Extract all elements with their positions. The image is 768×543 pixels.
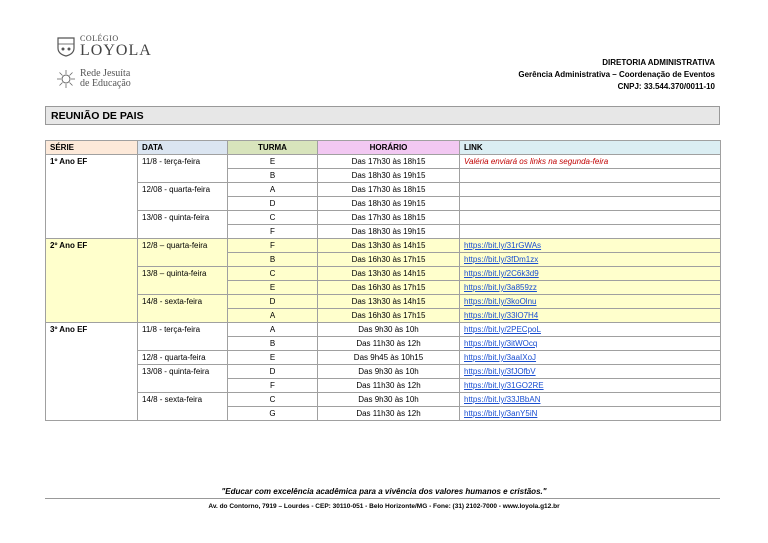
cell-turma: E [228,281,318,295]
cell-link [460,309,721,323]
cell-horario: Das 17h30 às 18h15 [318,211,460,225]
meeting-link[interactable]: https://bit.ly/31rGWAs [464,241,542,250]
cell-turma: A [228,323,318,337]
shield-icon [57,37,75,57]
cell-turma: F [228,239,318,253]
meeting-schedule-table [45,140,721,421]
cell-date: 11/8 - terça-feira [138,323,228,351]
cell-horario: Das 9h30 às 10h [318,393,460,407]
cell-serie: 3º Ano EF [46,323,138,421]
document-title: REUNIÃO DE PAIS [45,106,720,125]
cell-date: 12/08 - quarta-feira [138,183,228,211]
cell-link [460,351,721,365]
table-row [46,393,721,407]
table-row [46,239,721,253]
meeting-link[interactable]: https://bit.ly/3aaIXoJ [464,353,537,362]
cell-turma: G [228,407,318,421]
cell-horario: Das 16h30 às 17h15 [318,309,460,323]
table-row [46,351,721,365]
cell-turma: D [228,197,318,211]
cell-turma: C [228,393,318,407]
table-row [46,323,721,337]
cell-turma: B [228,337,318,351]
rede-jesuita-sun-icon [57,70,75,88]
header-link: LINK [460,141,721,155]
cell-link [460,211,721,225]
link-note: Valéria enviará os links na segunda-feira [464,157,609,166]
header-serie: SÉRIE [46,141,138,155]
cell-turma: B [228,253,318,267]
meeting-link[interactable]: https://bit.ly/2C6k3d9 [464,269,539,278]
table-row [46,267,721,281]
cell-turma: C [228,267,318,281]
header-horario: HORÁRIO [318,141,460,155]
table-row [46,295,721,309]
cell-link [460,365,721,379]
cell-turma: D [228,365,318,379]
cell-date: 11/8 - terça-feira [138,155,228,183]
table-body [46,155,721,421]
cell-link [460,407,721,421]
header-cnpj: CNPJ: 33.544.370/0011-10 [617,82,715,91]
header-directorate: DIRETORIA ADMINISTRATIVA [602,58,715,67]
meeting-link[interactable]: https://bit.ly/2PECpoL [464,325,541,334]
cell-horario: Das 13h30 às 14h15 [318,267,460,281]
cell-date: 14/8 - sexta-feira [138,295,228,323]
logo-colegio: COLÉGIO [80,34,119,43]
table-header-row [46,141,721,155]
cell-link [460,225,721,239]
cell-link [460,281,721,295]
meeting-link[interactable]: https://bit.ly/3anY5iN [464,409,538,418]
cell-horario: Das 9h30 às 10h [318,365,460,379]
cell-turma: E [228,155,318,169]
cell-link [460,155,721,169]
cell-link [460,323,721,337]
school-logo [57,34,167,89]
table-row [46,365,721,379]
logo-loyola: LOYOLA [80,42,152,59]
cell-horario: Das 11h30 às 12h [318,407,460,421]
footer-address: Av. do Contorno, 7919 – Lourdes - CEP: 30110-051 - Belo Horizonte/MG - Fone: (31) 2102-7000 - www.loyola.g12.br [208,503,560,510]
meeting-link[interactable]: https://bit.ly/3koOlnu [464,297,537,306]
header-info [518,57,715,93]
cell-turma: A [228,309,318,323]
table-row [46,183,721,197]
cell-date: 12/8 - quarta-feira [138,351,228,365]
cell-turma: C [228,211,318,225]
cell-date: 12/8 – quarta-feira [138,239,228,267]
table-row [46,211,721,225]
meeting-link[interactable]: https://bit.ly/3fJOfbV [464,367,536,376]
cell-serie: 1º Ano EF [46,155,138,239]
cell-horario: Das 16h30 às 17h15 [318,281,460,295]
header-turma: TURMA [228,141,318,155]
cell-link [460,337,721,351]
logo-rede-line1: Rede Jesuíta [80,68,131,79]
footer-quote: "Educar com excelência acadêmica para a vivência dos valores humanos e cristãos." [221,487,547,496]
table-row [46,155,721,169]
cell-turma: F [228,225,318,239]
cell-horario: Das 17h30 às 18h15 [318,155,460,169]
cell-horario: Das 18h30 às 19h15 [318,225,460,239]
cell-horario: Das 9h45 às 10h15 [318,351,460,365]
cell-horario: Das 11h30 às 12h [318,379,460,393]
cell-link [460,239,721,253]
cell-turma: A [228,183,318,197]
cell-link [460,197,721,211]
cell-horario: Das 11h30 às 12h [318,337,460,351]
header-data: DATA [138,141,228,155]
cell-link [460,169,721,183]
cell-turma: D [228,295,318,309]
cell-link [460,379,721,393]
cell-date: 13/08 - quinta-feira [138,211,228,239]
meeting-link[interactable]: https://bit.ly/3fDm1zx [464,255,539,264]
meeting-link[interactable]: https://bit.ly/31GO2RE [464,381,544,390]
cell-horario: Das 9h30 às 10h [318,323,460,337]
cell-date: 13/8 – quinta-feira [138,267,228,295]
meeting-link[interactable]: https://bit.ly/33lO7H4 [464,311,539,320]
cell-link [460,253,721,267]
cell-link [460,295,721,309]
cell-horario: Das 13h30 às 14h15 [318,239,460,253]
meeting-link[interactable]: https://bit.ly/3itWOcq [464,339,538,348]
cell-horario: Das 16h30 às 17h15 [318,253,460,267]
meeting-link[interactable]: https://bit.ly/33JBbAN [464,395,541,404]
cell-date: 13/08 - quinta-feira [138,365,228,393]
cell-horario: Das 18h30 às 19h15 [318,169,460,183]
cell-link [460,183,721,197]
cell-date: 14/8 - sexta-feira [138,393,228,421]
cell-horario: Das 17h30 às 18h15 [318,183,460,197]
logo-rede-line2: de Educação [80,78,131,89]
cell-link [460,393,721,407]
cell-link [460,267,721,281]
footer-divider [45,498,720,499]
cell-turma: B [228,169,318,183]
cell-horario: Das 13h30 às 14h15 [318,295,460,309]
meeting-link[interactable]: https://bit.ly/3a859zz [464,283,537,292]
header-department: Gerência Administrativa – Coordenação de Eventos [518,70,715,79]
cell-horario: Das 18h30 às 19h15 [318,197,460,211]
cell-turma: E [228,351,318,365]
cell-turma: F [228,379,318,393]
cell-serie: 2º Ano EF [46,239,138,323]
